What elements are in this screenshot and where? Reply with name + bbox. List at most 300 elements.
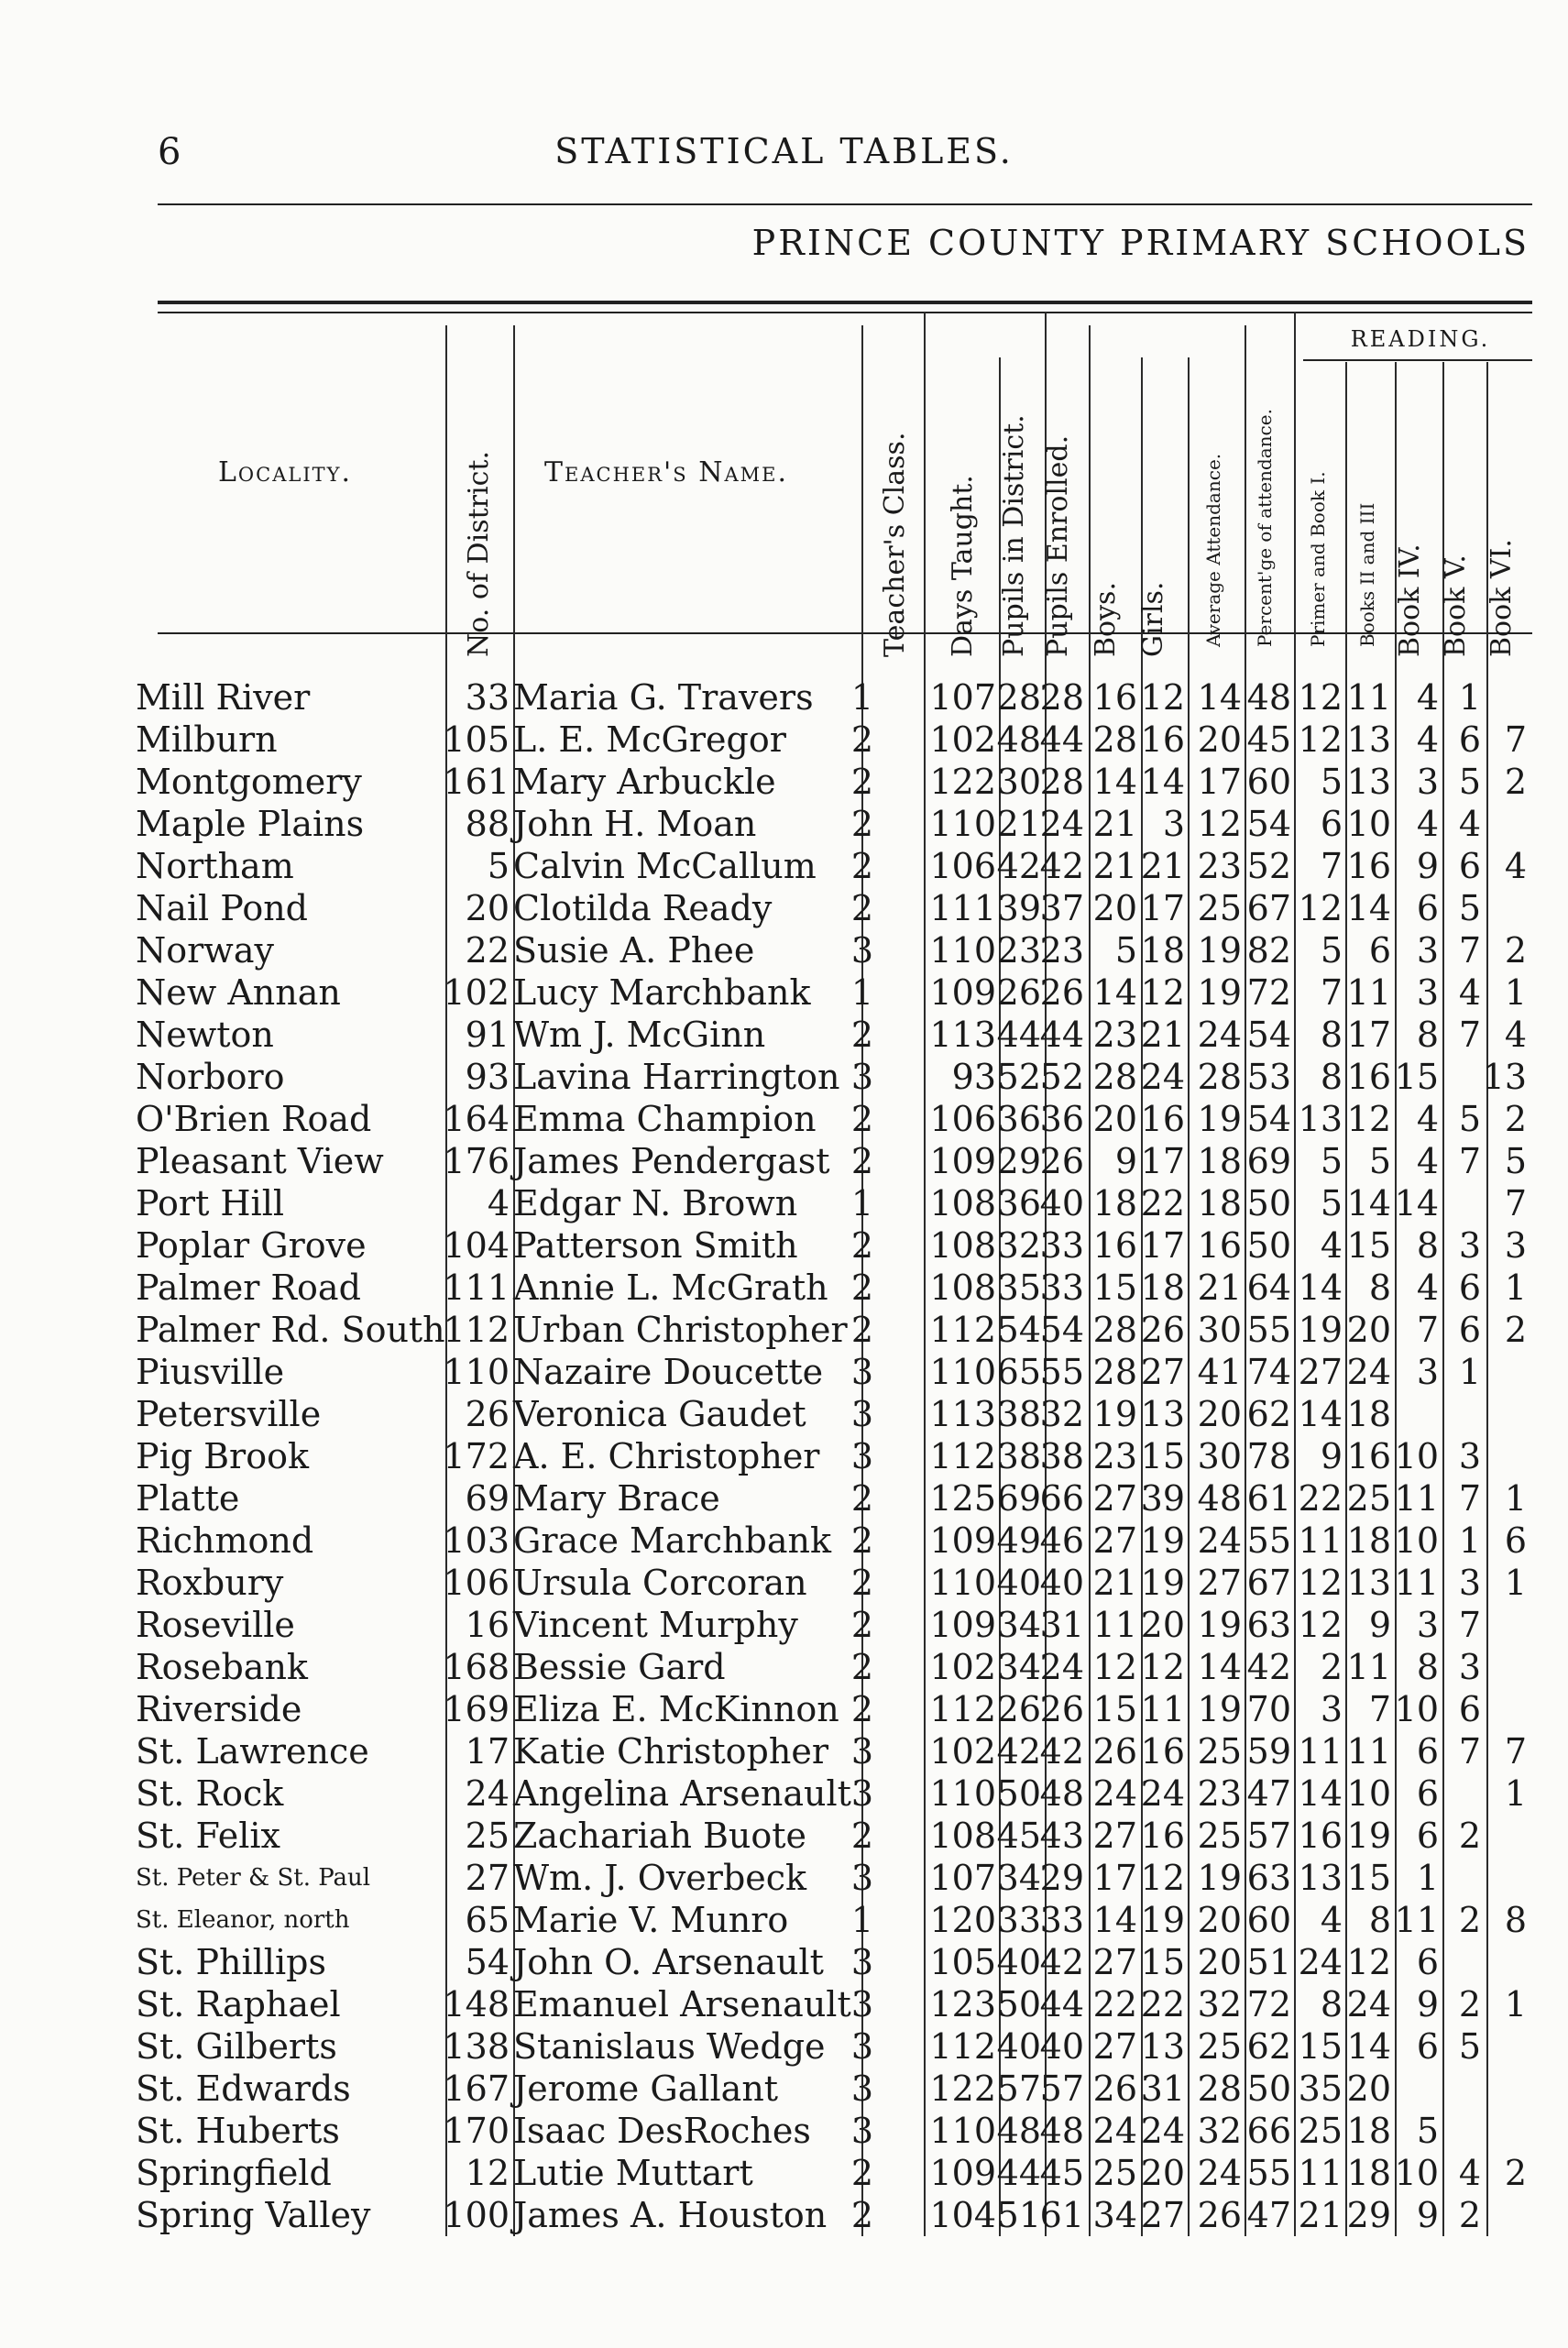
cell-locality: Port Hill xyxy=(136,1183,285,1223)
cell-b1: 15 xyxy=(1298,2026,1343,2067)
cell-teacher-name: Katie Christopher xyxy=(513,1731,829,1772)
cell-locality: St. Lawrence xyxy=(136,1731,369,1772)
cell-enr: 29 xyxy=(1039,1858,1084,1898)
cell-b6: 7 xyxy=(1504,1731,1527,1772)
cell-teacher-name: Marie V. Munro xyxy=(513,1900,789,1940)
cell-avg: 18 xyxy=(1197,1183,1242,1223)
table-row xyxy=(0,1351,1568,1393)
cell-pid: 36 xyxy=(996,1183,1041,1223)
cell-teacher-name: Urban Christopher xyxy=(513,1310,848,1350)
cell-avg: 19 xyxy=(1197,1858,1242,1898)
cell-teacher-name: Bessie Gard xyxy=(513,1647,726,1687)
cell-boys: 28 xyxy=(1092,1057,1137,1097)
cell-b1: 8 xyxy=(1320,1015,1343,1055)
cell-enr: 55 xyxy=(1039,1352,1084,1392)
cell-locality: Maple Plains xyxy=(136,804,365,844)
cell-locality: Poplar Grove xyxy=(136,1225,367,1266)
cell-enr: 26 xyxy=(1039,1141,1084,1181)
cell-pct: 72 xyxy=(1246,972,1291,1013)
cell-avg: 25 xyxy=(1197,1816,1242,1856)
cell-b5: 7 xyxy=(1458,1605,1481,1645)
cell-enr: 44 xyxy=(1039,1015,1084,1055)
cell-pct: 50 xyxy=(1246,1183,1291,1223)
table-row xyxy=(0,887,1568,929)
cell-days: 104 xyxy=(929,2195,996,2235)
cell-district: 112 xyxy=(443,1310,510,1350)
header-teacher-class: Teacher's Class. xyxy=(879,432,911,657)
table-row xyxy=(0,1098,1568,1140)
cell-b5: 2 xyxy=(1458,1816,1481,1856)
cell-b5: 7 xyxy=(1458,1731,1481,1772)
cell-b1: 13 xyxy=(1298,1858,1343,1898)
cell-girls: 12 xyxy=(1140,1647,1185,1687)
cell-pct: 63 xyxy=(1246,1858,1291,1898)
cell-b4: 1 xyxy=(1416,1858,1439,1898)
header-primer-book1: Primer and Book I. xyxy=(1307,471,1329,647)
cell-pid: 48 xyxy=(996,719,1041,760)
cell-avg: 23 xyxy=(1197,846,1242,886)
cell-avg: 19 xyxy=(1197,930,1242,971)
cell-b1: 8 xyxy=(1320,1057,1343,1097)
cell-days: 112 xyxy=(929,1310,996,1350)
cell-locality: Newton xyxy=(136,1015,274,1055)
cell-pct: 47 xyxy=(1246,2195,1291,2235)
cell-b6: 1 xyxy=(1504,1267,1527,1308)
cell-days: 113 xyxy=(929,1394,996,1434)
cell-days: 105 xyxy=(929,1942,996,1982)
table-row xyxy=(0,845,1568,887)
cell-district: 5 xyxy=(487,846,510,886)
cell-days: 109 xyxy=(929,1520,996,1561)
cell-b1: 12 xyxy=(1298,888,1343,928)
cell-district: 88 xyxy=(465,804,510,844)
header-book6: Book VI. xyxy=(1486,539,1518,657)
cell-b23: 10 xyxy=(1346,804,1391,844)
cell-pid: 51 xyxy=(996,2195,1041,2235)
cell-locality: Riverside xyxy=(136,1689,302,1729)
header-pupils-enrolled: Pupils Enrolled. xyxy=(1042,434,1074,657)
cell-girls: 11 xyxy=(1140,1689,1185,1729)
cell-girls: 27 xyxy=(1140,2195,1185,2235)
cell-pct: 62 xyxy=(1246,2026,1291,2067)
cell-pct: 55 xyxy=(1246,1520,1291,1561)
cell-b23: 18 xyxy=(1346,2111,1391,2151)
cell-district: 161 xyxy=(443,762,510,802)
cell-pid: 54 xyxy=(996,1310,1041,1350)
cell-b4: 4 xyxy=(1416,804,1439,844)
cell-district: 106 xyxy=(443,1563,510,1603)
cell-avg: 26 xyxy=(1197,2195,1242,2235)
cell-pid: 28 xyxy=(996,677,1041,718)
cell-pid: 32 xyxy=(996,1225,1041,1266)
cell-days: 108 xyxy=(929,1183,996,1223)
cell-teacher-name: John O. Arsenault xyxy=(513,1942,824,1982)
cell-girls: 19 xyxy=(1140,1900,1185,1940)
running-title: STATISTICAL TABLES. xyxy=(554,131,1014,171)
cell-pct: 50 xyxy=(1246,1225,1291,1266)
cell-locality: St. Gilberts xyxy=(136,2026,337,2067)
cell-b6: 2 xyxy=(1504,930,1527,971)
cell-girls: 18 xyxy=(1140,930,1185,971)
cell-pct: 72 xyxy=(1246,1984,1291,2024)
cell-days: 93 xyxy=(951,1057,996,1097)
table-row xyxy=(0,1182,1568,1224)
cell-b1: 12 xyxy=(1298,1605,1343,1645)
cell-b5: 7 xyxy=(1458,1015,1481,1055)
cell-locality: St. Huberts xyxy=(136,2111,340,2151)
cell-girls: 24 xyxy=(1140,2111,1185,2151)
cell-locality: Roxbury xyxy=(136,1563,284,1603)
cell-teacher-name: Edgar N. Brown xyxy=(513,1183,798,1223)
cell-cls: 2 xyxy=(850,846,873,886)
table-row xyxy=(0,1562,1568,1604)
cell-cls: 3 xyxy=(850,1436,873,1476)
cell-locality: Palmer Rd. South xyxy=(136,1310,445,1350)
cell-b4: 10 xyxy=(1394,1436,1439,1476)
cell-pct: 78 xyxy=(1246,1436,1291,1476)
cell-district: 12 xyxy=(465,2153,510,2193)
cell-b5: 5 xyxy=(1458,2026,1481,2067)
cell-teacher-name: Emanuel Arsenault xyxy=(513,1984,851,2024)
reading-group-rule xyxy=(1303,359,1532,361)
table-row xyxy=(0,1857,1568,1899)
table-row xyxy=(0,1730,1568,1772)
cell-b23: 18 xyxy=(1346,1520,1391,1561)
cell-boys: 27 xyxy=(1092,1478,1137,1519)
cell-boys: 14 xyxy=(1092,972,1137,1013)
cell-b23: 8 xyxy=(1368,1267,1391,1308)
cell-enr: 44 xyxy=(1039,719,1084,760)
cell-avg: 20 xyxy=(1197,1394,1242,1434)
cell-enr: 31 xyxy=(1039,1605,1084,1645)
cell-enr: 33 xyxy=(1039,1900,1084,1940)
cell-days: 112 xyxy=(929,1436,996,1476)
cell-b6: 8 xyxy=(1504,1900,1527,1940)
cell-girls: 39 xyxy=(1140,1478,1185,1519)
table-row xyxy=(0,761,1568,803)
cell-teacher-name: Mary Arbuckle xyxy=(513,762,776,802)
cell-days: 111 xyxy=(929,888,996,928)
cell-pid: 69 xyxy=(996,1478,1041,1519)
cell-b5: 6 xyxy=(1458,1267,1481,1308)
cell-b5: 4 xyxy=(1458,2153,1481,2193)
cell-b23: 7 xyxy=(1368,1689,1391,1729)
cell-pid: 34 xyxy=(996,1605,1041,1645)
cell-cls: 3 xyxy=(850,1352,873,1392)
cell-pct: 69 xyxy=(1246,1141,1291,1181)
cell-b4: 4 xyxy=(1416,677,1439,718)
table-row xyxy=(0,1604,1568,1646)
cell-pid: 34 xyxy=(996,1647,1041,1687)
cell-district: 4 xyxy=(487,1183,510,1223)
cell-enr: 28 xyxy=(1039,762,1084,802)
cell-b5: 1 xyxy=(1458,677,1481,718)
cell-cls: 2 xyxy=(850,1563,873,1603)
cell-locality: St. Phillips xyxy=(136,1942,326,1982)
cell-days: 107 xyxy=(929,677,996,718)
cell-b1: 19 xyxy=(1298,1310,1343,1350)
cell-district: 25 xyxy=(465,1816,510,1856)
cell-avg: 32 xyxy=(1197,1984,1242,2024)
cell-b6: 13 xyxy=(1482,1057,1527,1097)
cell-teacher-name: Eliza E. McKinnon xyxy=(513,1689,839,1729)
cell-boys: 18 xyxy=(1092,1183,1137,1223)
cell-teacher-name: Jerome Gallant xyxy=(513,2068,779,2109)
cell-cls: 2 xyxy=(850,2153,873,2193)
cell-teacher-name: John H. Moan xyxy=(513,804,757,844)
cell-enr: 45 xyxy=(1039,2153,1084,2193)
header-book4: Book IV. xyxy=(1394,543,1426,657)
cell-pid: 40 xyxy=(996,2026,1041,2067)
cell-boys: 17 xyxy=(1092,1858,1137,1898)
cell-b5: 5 xyxy=(1458,888,1481,928)
cell-pct: 54 xyxy=(1246,1015,1291,1055)
cell-days: 102 xyxy=(929,1731,996,1772)
cell-enr: 66 xyxy=(1039,1478,1084,1519)
cell-b23: 19 xyxy=(1346,1816,1391,1856)
cell-cls: 2 xyxy=(850,1689,873,1729)
cell-b1: 22 xyxy=(1298,1478,1343,1519)
cell-pct: 64 xyxy=(1246,1267,1291,1308)
cell-b6: 4 xyxy=(1504,1015,1527,1055)
cell-avg: 19 xyxy=(1197,1605,1242,1645)
cell-enr: 32 xyxy=(1039,1394,1084,1434)
cell-locality: Richmond xyxy=(136,1520,314,1561)
cell-days: 107 xyxy=(929,1858,996,1898)
header-district-no: No. of District. xyxy=(463,451,495,657)
cell-b1: 4 xyxy=(1320,1900,1343,1940)
cell-locality: Spring Valley xyxy=(136,2195,371,2235)
cell-teacher-name: Clotilda Ready xyxy=(513,888,773,928)
cell-boys: 14 xyxy=(1092,762,1137,802)
cell-teacher-name: Angelina Arsenault xyxy=(513,1773,851,1814)
cell-enr: 24 xyxy=(1039,804,1084,844)
cell-b5: 2 xyxy=(1458,2195,1481,2235)
cell-enr: 36 xyxy=(1039,1099,1084,1139)
cell-days: 108 xyxy=(929,1225,996,1266)
cell-cls: 2 xyxy=(850,719,873,760)
cell-enr: 40 xyxy=(1039,1563,1084,1603)
cell-girls: 12 xyxy=(1140,1858,1185,1898)
cell-girls: 3 xyxy=(1162,804,1185,844)
cell-cls: 2 xyxy=(850,1478,873,1519)
cell-pct: 54 xyxy=(1246,1099,1291,1139)
cell-b23: 24 xyxy=(1346,1352,1391,1392)
cell-b23: 15 xyxy=(1346,1225,1391,1266)
cell-locality: St. Edwards xyxy=(136,2068,351,2109)
header-books2-3: Books II and III xyxy=(1356,502,1378,647)
cell-b1: 8 xyxy=(1320,1984,1343,2024)
cell-girls: 26 xyxy=(1140,1310,1185,1350)
cell-boys: 16 xyxy=(1092,677,1137,718)
cell-b6: 7 xyxy=(1504,1183,1527,1223)
cell-b5: 3 xyxy=(1458,1563,1481,1603)
section-title: PRINCE COUNTY PRIMARY SCHOOLS xyxy=(751,223,1530,263)
table-row xyxy=(0,1267,1568,1309)
cell-pct: 53 xyxy=(1246,1057,1291,1097)
cell-b5: 1 xyxy=(1458,1352,1481,1392)
cell-b1: 7 xyxy=(1320,972,1343,1013)
table-row xyxy=(0,971,1568,1014)
cell-b1: 14 xyxy=(1298,1773,1343,1814)
cell-locality: Milburn xyxy=(136,719,278,760)
cell-b4: 10 xyxy=(1394,1520,1439,1561)
cell-pct: 48 xyxy=(1246,677,1291,718)
cell-b4: 3 xyxy=(1416,1605,1439,1645)
cell-boys: 12 xyxy=(1092,1647,1137,1687)
cell-pct: 60 xyxy=(1246,1900,1291,1940)
header-days-taught: Days Taught. xyxy=(947,475,979,657)
cell-avg: 20 xyxy=(1197,1900,1242,1940)
table-row xyxy=(0,1520,1568,1562)
cell-teacher-name: Stanislaus Wedge xyxy=(513,2026,826,2067)
cell-locality: St. Eleanor, north xyxy=(136,1906,350,1934)
cell-locality: Roseville xyxy=(136,1605,295,1645)
cell-b1: 4 xyxy=(1320,1225,1343,1266)
cell-boys: 19 xyxy=(1092,1394,1137,1434)
cell-days: 102 xyxy=(929,1647,996,1687)
cell-b4: 10 xyxy=(1394,2153,1439,2193)
cell-cls: 2 xyxy=(850,1099,873,1139)
cell-pid: 26 xyxy=(996,1689,1041,1729)
cell-pid: 50 xyxy=(996,1773,1041,1814)
cell-enr: 24 xyxy=(1039,1647,1084,1687)
cell-pid: 34 xyxy=(996,1858,1041,1898)
cell-pid: 30 xyxy=(996,762,1041,802)
cell-pid: 50 xyxy=(996,1984,1041,2024)
cell-avg: 30 xyxy=(1197,1310,1242,1350)
cell-days: 110 xyxy=(929,804,996,844)
header-girls: Girls. xyxy=(1137,581,1169,657)
cell-boys: 28 xyxy=(1092,1310,1137,1350)
cell-pct: 66 xyxy=(1246,2111,1291,2151)
cell-b1: 25 xyxy=(1298,2111,1343,2151)
cell-teacher-name: Nazaire Doucette xyxy=(513,1352,824,1392)
cell-avg: 21 xyxy=(1197,1267,1242,1308)
cell-b5: 7 xyxy=(1458,930,1481,971)
cell-cls: 2 xyxy=(850,888,873,928)
table-row xyxy=(0,929,1568,971)
cell-district: 100 xyxy=(443,2195,510,2235)
header-pupils-in-district: Pupils in District. xyxy=(998,414,1030,657)
cell-cls: 3 xyxy=(850,1942,873,1982)
cell-enr: 54 xyxy=(1039,1310,1084,1350)
cell-cls: 2 xyxy=(850,1816,873,1856)
cell-b23: 24 xyxy=(1346,1984,1391,2024)
cell-b5: 3 xyxy=(1458,1647,1481,1687)
cell-pct: 50 xyxy=(1246,2068,1291,2109)
cell-b4: 4 xyxy=(1416,719,1439,760)
cell-district: 33 xyxy=(465,677,510,718)
cell-b23: 14 xyxy=(1346,1183,1391,1223)
cell-district: 54 xyxy=(465,1942,510,1982)
header-boys: Boys. xyxy=(1090,582,1122,657)
cell-district: 22 xyxy=(465,930,510,971)
cell-girls: 18 xyxy=(1140,1267,1185,1308)
cell-b1: 12 xyxy=(1298,719,1343,760)
cell-pid: 33 xyxy=(996,1900,1041,1940)
cell-days: 109 xyxy=(929,1141,996,1181)
cell-district: 104 xyxy=(443,1225,510,1266)
cell-boys: 21 xyxy=(1092,1563,1137,1603)
cell-girls: 19 xyxy=(1140,1520,1185,1561)
cell-days: 123 xyxy=(929,1984,996,2024)
header-double-rule-inner xyxy=(158,312,1532,313)
header-reading-group: READING. xyxy=(1350,326,1491,352)
cell-girls: 19 xyxy=(1140,1563,1185,1603)
cell-b4: 5 xyxy=(1416,2111,1439,2151)
cell-pid: 40 xyxy=(996,1942,1041,1982)
cell-cls: 1 xyxy=(850,1183,873,1223)
cell-district: 24 xyxy=(465,1773,510,1814)
cell-avg: 20 xyxy=(1197,719,1242,760)
cell-avg: 28 xyxy=(1197,1057,1242,1097)
cell-b6: 1 xyxy=(1504,1563,1527,1603)
cell-district: 93 xyxy=(465,1057,510,1097)
cell-boys: 20 xyxy=(1092,1099,1137,1139)
cell-b23: 8 xyxy=(1368,1900,1391,1940)
cell-boys: 34 xyxy=(1092,2195,1137,2235)
cell-enr: 26 xyxy=(1039,1689,1084,1729)
cell-b5: 4 xyxy=(1458,972,1481,1013)
cell-b6: 2 xyxy=(1504,1099,1527,1139)
cell-girls: 24 xyxy=(1140,1773,1185,1814)
cell-district: 169 xyxy=(443,1689,510,1729)
cell-b4: 8 xyxy=(1416,1647,1439,1687)
cell-pid: 36 xyxy=(996,1099,1041,1139)
cell-girls: 15 xyxy=(1140,1436,1185,1476)
table-row xyxy=(0,1224,1568,1267)
cell-teacher-name: Isaac DesRoches xyxy=(513,2111,811,2151)
cell-pid: 42 xyxy=(996,846,1041,886)
cell-locality: Northam xyxy=(136,846,294,886)
table-row xyxy=(0,1941,1568,1983)
cell-days: 113 xyxy=(929,1015,996,1055)
cell-cls: 2 xyxy=(850,2195,873,2235)
cell-pid: 21 xyxy=(996,804,1041,844)
cell-district: 65 xyxy=(465,1900,510,1940)
cell-b1: 12 xyxy=(1298,677,1343,718)
cell-enr: 33 xyxy=(1039,1267,1084,1308)
cell-girls: 17 xyxy=(1140,1225,1185,1266)
cell-b23: 20 xyxy=(1346,2068,1391,2109)
table-row xyxy=(0,2068,1568,2110)
cell-b4: 7 xyxy=(1416,1310,1439,1350)
cell-boys: 23 xyxy=(1092,1015,1137,1055)
cell-pid: 44 xyxy=(996,2153,1041,2193)
cell-pct: 52 xyxy=(1246,846,1291,886)
cell-pct: 67 xyxy=(1246,888,1291,928)
cell-enr: 33 xyxy=(1039,1225,1084,1266)
cell-boys: 28 xyxy=(1092,1352,1137,1392)
cell-boys: 26 xyxy=(1092,1731,1137,1772)
cell-enr: 42 xyxy=(1039,846,1084,886)
cell-avg: 24 xyxy=(1197,2153,1242,2193)
table-row xyxy=(0,1815,1568,1857)
cell-avg: 14 xyxy=(1197,677,1242,718)
cell-pct: 59 xyxy=(1246,1731,1291,1772)
cell-b6: 5 xyxy=(1504,1141,1527,1181)
cell-pid: 49 xyxy=(996,1520,1041,1561)
cell-girls: 31 xyxy=(1140,2068,1185,2109)
cell-avg: 30 xyxy=(1197,1436,1242,1476)
cell-avg: 18 xyxy=(1197,1141,1242,1181)
cell-pct: 70 xyxy=(1246,1689,1291,1729)
cell-pid: 57 xyxy=(996,2068,1041,2109)
cell-b23: 29 xyxy=(1346,2195,1391,2235)
cell-b6: 2 xyxy=(1504,2153,1527,2193)
cell-locality: Norway xyxy=(136,930,274,971)
